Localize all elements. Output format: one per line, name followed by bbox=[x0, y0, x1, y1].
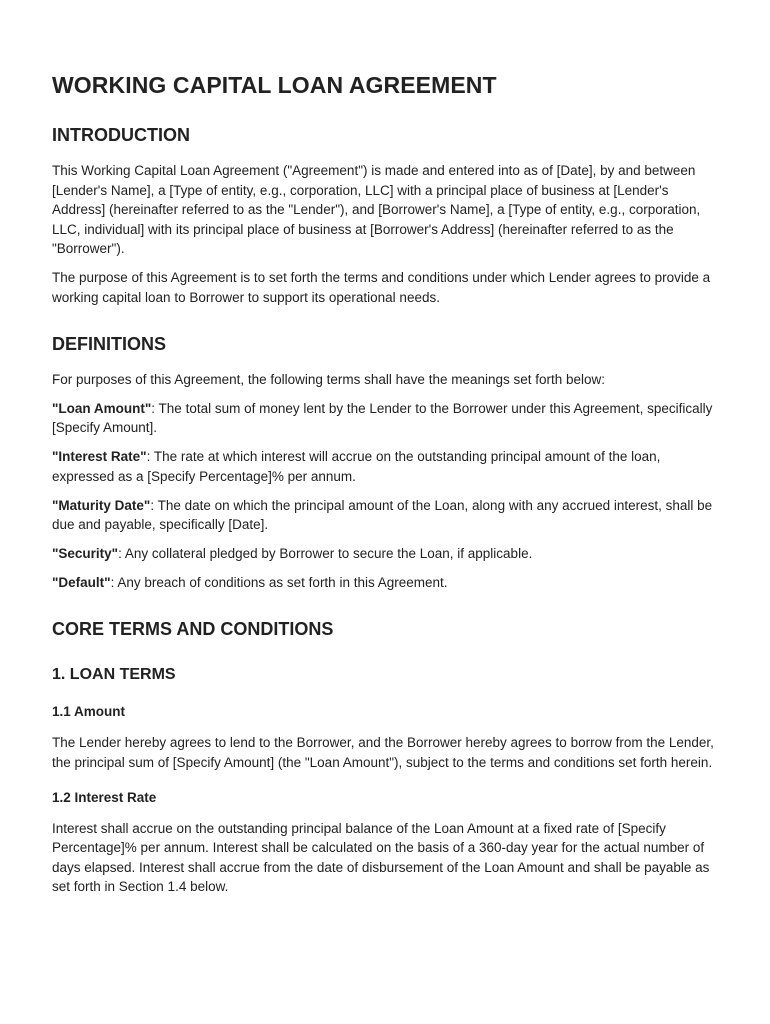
core-terms-heading: CORE TERMS AND CONDITIONS bbox=[52, 619, 334, 639]
definition-text: : Any collateral pledged by Borrower to secure the Loan, if applicable. bbox=[118, 546, 533, 561]
purpose-paragraph: The purpose of this Agreement is to set forth the terms and conditions under which Lender agrees to provide a working capital loan to Borrower to support its operational needs. bbox=[52, 270, 711, 305]
definition-text: : The rate at which interest will accrue on the outstanding principal amount of the loan, expressed as a [Specify Percentage]% per annum. bbox=[52, 449, 661, 484]
amount-subheading: 1.1 Amount bbox=[52, 704, 126, 719]
interest-rate-subheading: 1.2 Interest Rate bbox=[52, 789, 157, 805]
core-terms-section bbox=[52, 616, 720, 897]
loan-terms-heading: 1. LOAN TERMS bbox=[52, 666, 176, 683]
amount-paragraph: The Lender hereby agrees to lend to the Borrower, and the Borrower hereby agrees to borrow from the Lender, the principal sum of [Specify Amount] (the "Loan Amount"), subject to the terms and conditions set forth herein. bbox=[52, 735, 714, 770]
definition-term: "Loan Amount" bbox=[52, 400, 152, 416]
definition-term: "Security" bbox=[52, 546, 119, 561]
definition-maturity-date bbox=[52, 496, 720, 535]
definition-term: "Default" bbox=[52, 575, 111, 590]
definition-interest-rate bbox=[52, 447, 720, 486]
definition-loan-amount bbox=[52, 399, 720, 438]
definition-security bbox=[52, 544, 720, 564]
definition-term: "Interest Rate" bbox=[52, 449, 147, 464]
definition-text: : Any breach of conditions as set forth in this Agreement. bbox=[110, 575, 448, 590]
definition-term: "Maturity Date" bbox=[52, 497, 151, 513]
definition-default bbox=[52, 573, 720, 593]
definition-text: : The total sum of money lent by the Lender to the Borrower under this Agreement, specifically [Specify Amount]. bbox=[52, 400, 713, 435]
definitions-heading: DEFINITIONS bbox=[52, 333, 167, 354]
definitions-intro: For purposes of this Agreement, the following terms shall have the meanings set forth below: bbox=[52, 371, 606, 387]
introduction-paragraph: This Working Capital Loan Agreement ("Agreement") is made and entered into as of [Date], by and between [Lender's Name], a [Type of entity, e.g., corporation, LLC] with a principal place of business at [Lender's Address] (hereinafter referred to as the "Lender"), and [Borrower's Name], a [Type of entity, e.g., corporation, LLC, individual] with its principal place of business at [Borrower's Address] (hereinafter referred to as the "Borrower"). bbox=[52, 163, 701, 256]
interest-rate-paragraph: Interest shall accrue on the outstanding principal balance of the Loan Amount at a fixed rate of [Specify Percentage]% per annum. Interest shall be calculated on the basis of a 360-day year for the actual number of days elapsed. Interest shall accrue from the date of disbursement of the Loan Amount and shall be payable as set forth in Section 1.4 below. bbox=[52, 820, 710, 894]
introduction-section bbox=[52, 122, 720, 307]
document-page bbox=[52, 68, 720, 906]
definition-text: : The date on which the principal amount of the Loan, along with any accrued interest, shall be due and payable, specifically [Date]. bbox=[52, 497, 713, 532]
document-title: WORKING CAPITAL LOAN AGREEMENT bbox=[52, 72, 497, 98]
introduction-heading: INTRODUCTION bbox=[52, 125, 190, 145]
definitions-section bbox=[52, 331, 720, 593]
